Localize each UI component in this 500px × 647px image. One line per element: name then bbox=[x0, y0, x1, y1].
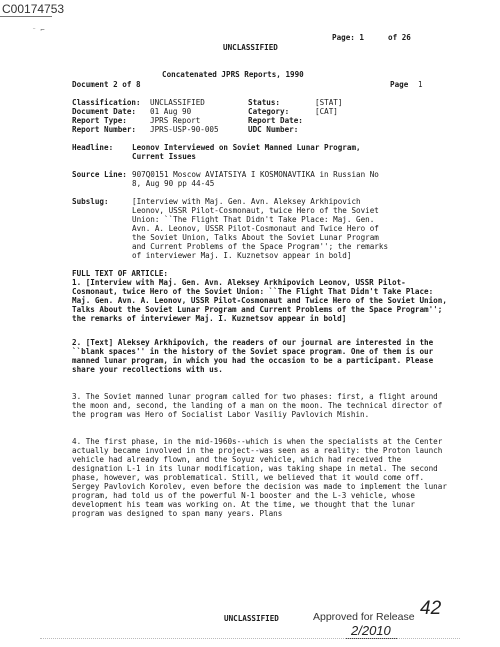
report-title: Concatenated JPRS Reports, 1990 bbox=[162, 70, 304, 79]
headline-text: Leonov Interviewed on Soviet Manned Lunar Program, Current Issues bbox=[132, 143, 361, 161]
report-date-label: Report Date: bbox=[248, 116, 303, 125]
paragraph-text: 1. [Interview with Maj. Gen. Avn. Aleksey Arkhipovich Leonov, USSR Pilot-Cosmonaut, twice Hero of the Soviet Union: ``The Flight That Didn't Take Place: Maj. Gen. Avn. A. Leonov, USSR Pilot-Cosmonaut and Twice Hero of the Soviet Union, Talks About the Soviet Lunar Program and Current Problems of the Space Program''; the remarks of interviewer Maj. I. Kuznetsov appear in bold] bbox=[72, 278, 447, 323]
article-paragraph-1 bbox=[72, 278, 447, 323]
source-text: 907Q0151 Moscow AVIATSIYA I KOSMONAVTIKA in Russian No 8, Aug 90 pp 44-45 bbox=[132, 170, 379, 188]
full-text-heading: FULL TEXT OF ARTICLE: bbox=[72, 269, 169, 278]
category-label: Category: bbox=[248, 107, 290, 116]
approval-date-handwritten: 2/2010 bbox=[345, 623, 397, 639]
meta-row-date bbox=[72, 107, 338, 116]
header-rule bbox=[0, 16, 52, 17]
report-type-value: JPRS Report bbox=[150, 116, 201, 125]
headline-block bbox=[72, 143, 392, 161]
header-classification: UNCLASSIFIED bbox=[223, 43, 278, 52]
paragraph-text: 3. The Soviet manned lunar program called for two phases: first, a flight around the moon and, second, the landing of a man on the moon. The technical director of the program was Hero of Socialist Labor Vasiliy Pavlovich Mishin. bbox=[72, 392, 443, 419]
category-value: [CAT] bbox=[315, 107, 338, 116]
page-label: Page: 1 bbox=[332, 33, 365, 42]
document-date-value: 01 Aug 90 bbox=[150, 107, 192, 116]
udc-number-label: UDC Number: bbox=[248, 125, 299, 134]
status-label: Status: bbox=[248, 98, 281, 107]
document-control-number: C00174753 bbox=[2, 2, 65, 16]
article-paragraph-3 bbox=[72, 392, 447, 419]
footer-classification: UNCLASSIFIED bbox=[224, 614, 279, 623]
approved-for-release-stamp: Approved for Release bbox=[313, 611, 415, 623]
classification-label: Classification: bbox=[72, 98, 141, 107]
handwritten-page-number: 42 bbox=[420, 598, 442, 619]
subslug-label: Subslug: bbox=[72, 197, 109, 206]
status-value: [STAT] bbox=[315, 98, 343, 107]
headline-label: Headline: bbox=[72, 143, 114, 152]
page-of-total: of 26 bbox=[388, 33, 411, 42]
report-number-label: Report Number: bbox=[72, 125, 137, 134]
subslug-text: [Interview with Maj. Gen. Avn. Aleksey Arkhipovich Leonov, USSR Pilot-Cosmonaut, twice Hero of the Soviet Union: ``The Flight That Didn't Take Place: Maj. Gen. Avn. A. Leonov, USSR Pilot-Cosmonaut and Twice Hero of the Soviet Union, Talks About the Soviet Lunar Program and Current Problems of the Space Program''; the remarks of interviewer Maj. I. Kuznetsov appear in bold] bbox=[132, 197, 389, 260]
source-block bbox=[72, 170, 392, 188]
meta-row-classification bbox=[72, 98, 342, 107]
document-date-label: Document Date: bbox=[72, 107, 137, 116]
paragraph-text: 4. The first phase, in the mid-1960s--which is when the specialists at the Center actually became involved in the project--was seen as a reality: the Proton launch vehicle had already flown, and the Soyuz vehicle, which had received the designation L-1 in its lunar modification, was taking shape in metal. The second phase, however, was problematical. Still, we believed that it would come off. Sergey Pavlovich Korolev, even before the decision was made to implement the lunar program, had told us of the powerful N-1 booster and the L-3 vehicle, whose development his team was working on. At the time, we thought that the lunar program was designed to span many years. Plans bbox=[72, 437, 447, 518]
meta-row-type bbox=[72, 116, 315, 125]
scan-noise-line bbox=[40, 638, 460, 639]
subslug-block bbox=[72, 197, 390, 260]
classification-value: UNCLASSIFIED bbox=[150, 98, 205, 107]
article-paragraph-2 bbox=[72, 338, 447, 374]
report-number-value: JPRS-USP-90-005 bbox=[150, 125, 219, 134]
source-label: Source Line: bbox=[72, 170, 127, 179]
document-number: Document 2 of 8 bbox=[72, 80, 141, 89]
meta-row-number bbox=[72, 125, 315, 134]
page-right-number: 1 bbox=[418, 80, 423, 89]
report-type-label: Report Type: bbox=[72, 116, 127, 125]
paragraph-text: 2. [Text] Aleksey Arkhipovich, the readers of our journal are interested in the ``blank spaces'' in the history of the Soviet space program. One of them is our manned lunar program, in which you had the occasion to be a participant. Please share your recollections with us. bbox=[72, 338, 434, 374]
scan-mark: ⁻ ⌐ bbox=[32, 26, 45, 34]
article-paragraph-4 bbox=[72, 437, 447, 518]
page-right-label: Page bbox=[390, 80, 409, 89]
